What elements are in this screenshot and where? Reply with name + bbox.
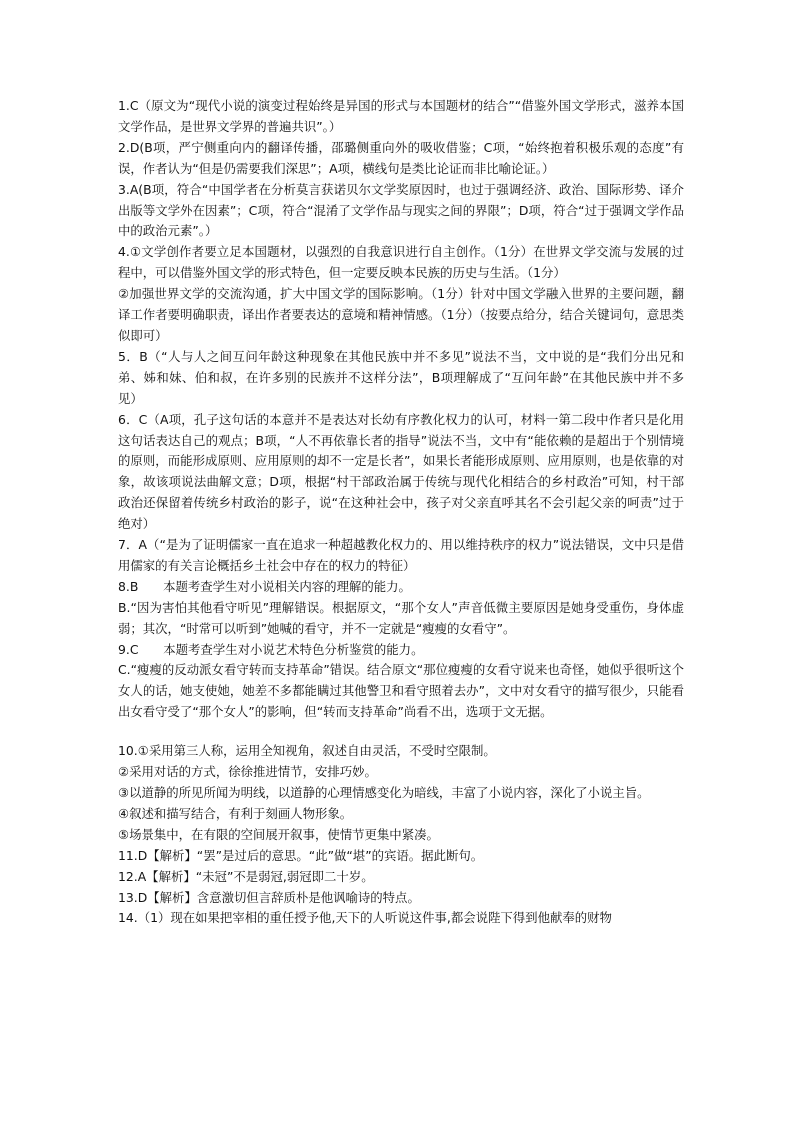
answer-9: 9.C 本题考查学生对小说艺术特色分析鉴赏的能力。 (118, 641, 424, 657)
blank-line (118, 723, 684, 741)
answer-10-point-3: ③以道静的所见所闻为明线，以道静的心理情感变化为暗线，丰富了小说内容，深化了小说主旨。 (118, 785, 650, 800)
answer-8: 8.B 本题考查学生对小说相关内容的理解的能力。 (118, 578, 411, 594)
answer-7: 7．A（“是为了证明儒家一直在追求一种超越教化权力的、用以维持秩序的权力”说法错误，文中只是借用儒家的有关言论概括乡土社会中存在的权力的特征） (118, 537, 684, 573)
answer-10-point-5: ⑤场景集中，在有限的空间展开叙事，使情节更集中紧凑。 (118, 826, 439, 842)
answer-8-explanation: B.“因为害怕其他看守听见”理解错误。根据原文，“那个女人”声音低微主要原因是她身受重伤，身体虚弱；其次，“时常可以听到”她喊的看守，并不一定就是“瘦瘦的女看守”。 (118, 599, 684, 636)
answer-5: 5．B（“人与人之间互问年龄这种现象在其他民族中并不多见”说法不当，文中说的是“我们分出兄和弟、姊和妹、伯和叔，在许多别的民族并不这样分法”，B项理解成了“互问年龄”在其他民族中并不多见） (118, 348, 684, 406)
document-page (118, 96, 684, 929)
answer-1: 1.C（原文为“现代小说的演变过程始终是异国的形式与本国题材的结合”“借鉴外国文学形式，滋养本国文学作品，是世界文学界的普遍共识”。） (118, 98, 684, 134)
answer-4-part-2: ②加强世界文学的交流沟通，扩大中国文学的国际影响。（1分）针对中国文学融入世界的主要问题，翻译工作者要明确职责，译出作者要表达的意境和精神情感。（1分）（按要点给分，结合关键词句，意思类似即可） (118, 286, 684, 343)
answer-14-part-1: 14.（1）现在如果把宰相的重任授予他,天下的人听说这件事,都会说陛下得到他献奉的财物 (118, 910, 612, 926)
answer-11: 11.D【解析】“罢”是过后的意思。“此”做“堪”的宾语。据此断句。 (118, 847, 484, 863)
answer-13: 13.D【解析】含意激切但言辞质朴是他讽喻诗的特点。 (118, 889, 420, 905)
answer-4-part-1: 4.①文学创作者要立足本国题材，以强烈的自我意识进行自主创作。（1分）在世界文学交流与发展的过程中，可以借鉴外国文学的形式特色，但一定要反映本民族的历史与生活。（1分） (118, 244, 684, 281)
answer-10-point-4: ④叙述和描写结合，有利于刻画人物形象。 (118, 805, 353, 821)
answer-12: 12.A【解析】“未冠”不是弱冠,弱冠即二十岁。 (118, 868, 374, 884)
answer-6: 6．C（A项，孔子这句话的本意并不是表达对长幼有序教化权力的认可，材料一第二段中作者只是化用这句话表达自己的观点；B项，“人不再依靠长者的指导”说法不当，文中有“能依赖的是超出于个别情境的原则，而能形成原则、应用原则的却不一定是长者”，如果长者能形成原则、应用原则，也是依靠的对象，故该项说法曲解文意；D项，根据“村干部政治属于传统与现代化相结合的乡村政治”可知，村干部政治还保留着传统乡村政治的影子，说“在这种社会中，孩子对父亲直呼其名不会引起父亲的呵责”过于绝对） (118, 411, 684, 532)
answer-3: 3.A(B项，符合“中国学者在分析莫言获诺贝尔文学奖原因时，也过于强调经济、政治、国际形势、译介出版等文学外在因素”；C项，符合“混淆了文学作品与现实之间的界限”；D项，符合“过于强调文学作品中的政治元素”。） (118, 181, 684, 239)
answer-9-explanation: C.“瘦瘦的反动派女看守转而支持革命”错误。结合原文“那位瘦瘦的女看守说来也奇怪，她似乎很听这个女人的话，她支使她，她差不多都能瞒过其他警卫和看守照着去办”，文中对女看守的描写很少，只能看出女看守受了“那个女人”的影响，但“转而支持革命”尚看不出，选项于文无据。 (118, 662, 684, 720)
answer-2: 2.D(B项，严宁侧重向内的翻译传播，邵璐侧重向外的吸收借鉴；C项，“始终抱着积极乐观的态度”有误，作者认为“但是仍需要我们深思”；A项，横线句是类比论证而非比喻论证。） (118, 139, 684, 176)
answer-10-point-1: 10.①采用第三人称，运用全知视角，叙述自由灵活，不受时空限制。 (118, 743, 496, 759)
answer-10-point-2: ②采用对话的方式，徐徐推进情节，安排巧妙。 (118, 764, 377, 780)
